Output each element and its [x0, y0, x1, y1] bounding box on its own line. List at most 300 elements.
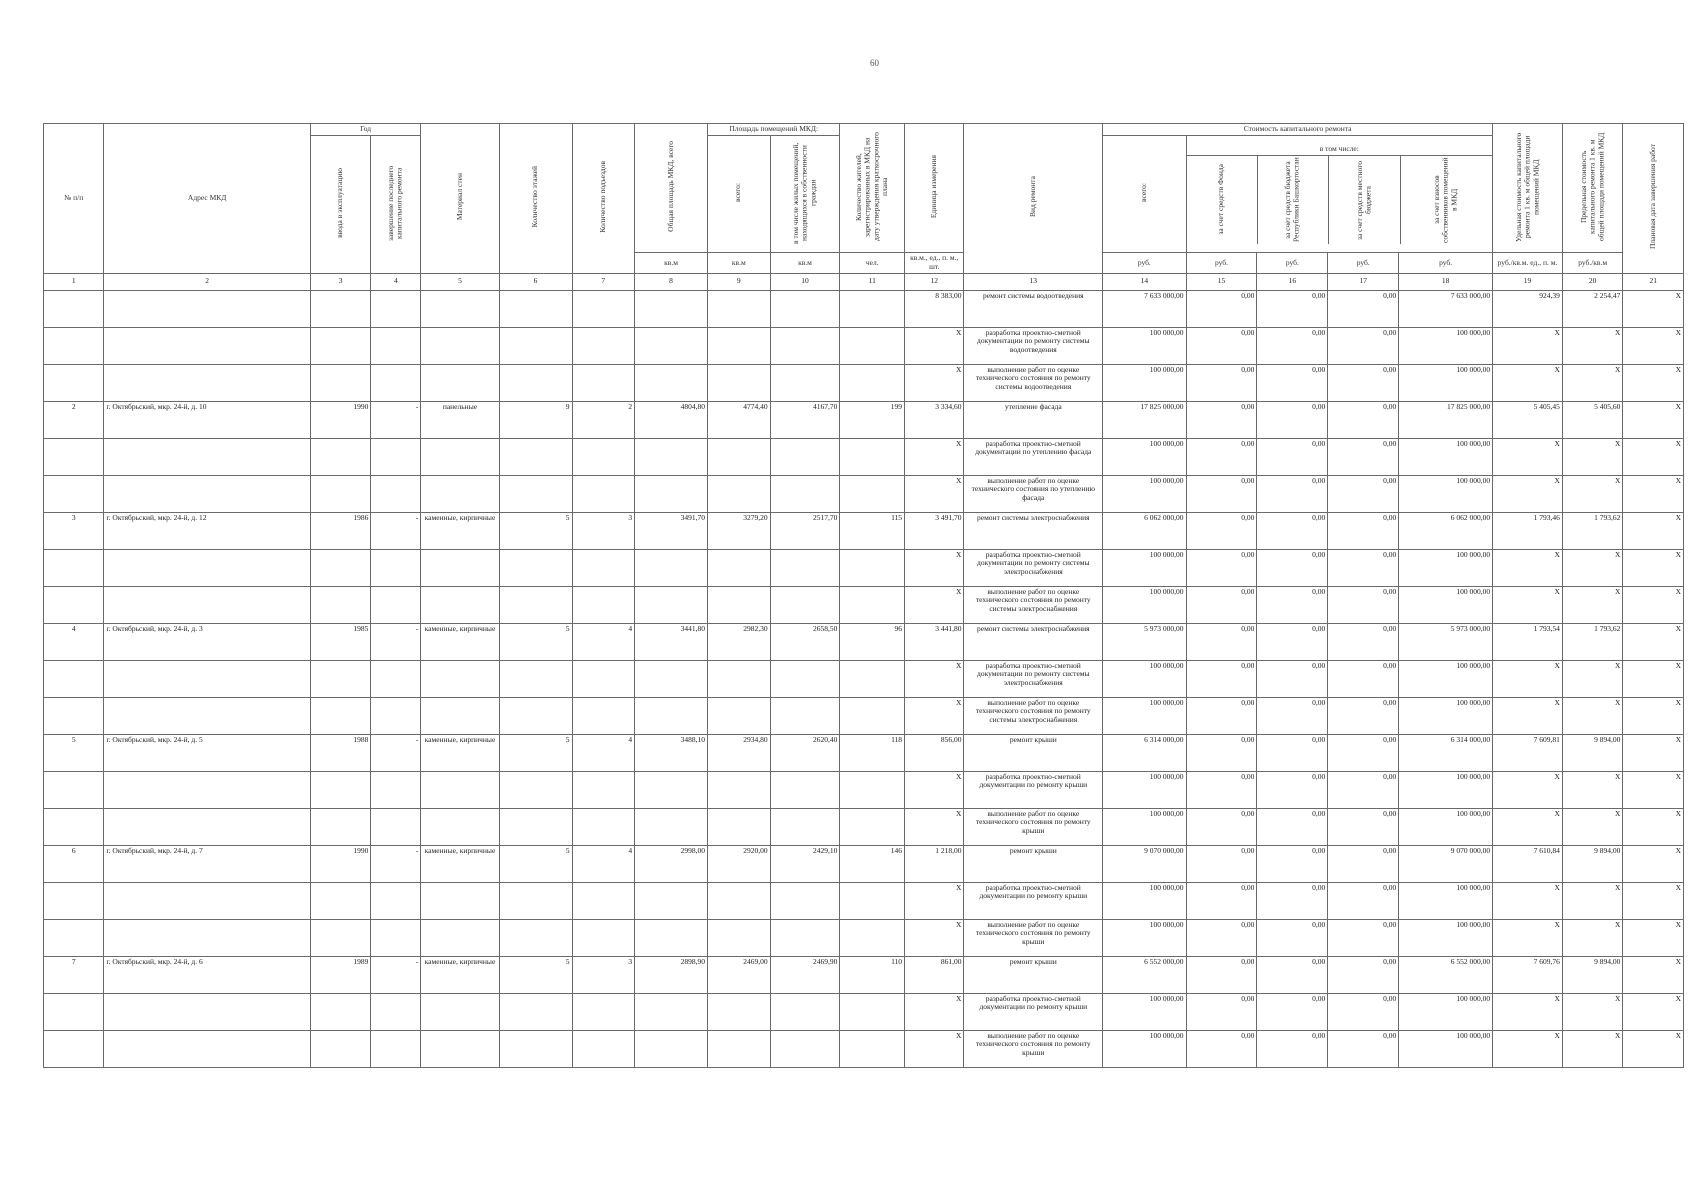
cell-no: [44, 586, 104, 623]
cell-unit-cost: X: [1493, 475, 1563, 512]
cell-residents: [840, 290, 905, 327]
column-number: 11: [840, 273, 905, 290]
cell-last-repair: [371, 327, 421, 364]
cell-premises-residential: 4167,70: [770, 401, 840, 438]
cell-cost-fund: 0,00: [1186, 734, 1257, 771]
cell-cost-fund: 0,00: [1186, 660, 1257, 697]
cell-limit-cost: 5 405,60: [1562, 401, 1622, 438]
table-row: [44, 290, 1684, 327]
cell-premises-residential: [770, 660, 840, 697]
cell-no: [44, 808, 104, 845]
cell-cost-republic: 0,00: [1257, 808, 1328, 845]
cell-cost-republic: 0,00: [1257, 919, 1328, 956]
cell-deadline: X: [1623, 512, 1684, 549]
cell-total-area: [635, 1030, 708, 1067]
cell-address: [104, 993, 310, 1030]
cell-premises-residential: 2469,90: [770, 956, 840, 993]
cell-entrances: 3: [572, 512, 635, 549]
cell-cost-republic: 0,00: [1257, 771, 1328, 808]
cell-premises-total: 2920,00: [708, 845, 771, 882]
header-limit-cost: Предельная стоимость капитального ремонта 1 кв. м общей площади помещений МКД: [1562, 124, 1622, 253]
cell-deadline: X: [1623, 734, 1684, 771]
header-year-commission: ввода в эксплуатацию: [310, 135, 370, 273]
cell-floors: [499, 438, 572, 475]
cell-unit-cost: X: [1493, 438, 1563, 475]
cell-deadline: X: [1623, 845, 1684, 882]
cell-cost-republic: 0,00: [1257, 697, 1328, 734]
cell-residents: 115: [840, 512, 905, 549]
cell-cost-owners: 100 000,00: [1399, 549, 1493, 586]
table-row: [44, 512, 1684, 549]
cell-cost-total: 5 973 000,00: [1103, 623, 1186, 660]
cell-address: г. Октябрьский, мкр. 24-й, д. 12: [104, 512, 310, 549]
cell-entrances: [572, 919, 635, 956]
cell-total-area: [635, 364, 708, 401]
cell-premises-residential: [770, 882, 840, 919]
cell-cost-fund: 0,00: [1186, 993, 1257, 1030]
cell-no: 6: [44, 845, 104, 882]
cell-cost-total: 100 000,00: [1103, 1030, 1186, 1067]
cell-cost-total: 100 000,00: [1103, 771, 1186, 808]
cell-floors: 5: [499, 512, 572, 549]
cell-floors: [499, 1030, 572, 1067]
cell-address: г. Октябрьский, мкр. 24-й, д. 6: [104, 956, 310, 993]
cell-work-type: ремонт крыши: [964, 734, 1103, 771]
cell-premises-total: [708, 771, 771, 808]
cell-limit-cost: X: [1562, 697, 1622, 734]
cell-deadline: X: [1623, 438, 1684, 475]
cell-work-type: выполнение работ по оценке технического состояния по ремонту крыши: [964, 1030, 1103, 1067]
cell-premises-total: [708, 882, 771, 919]
table-row: [44, 993, 1684, 1030]
cell-no: [44, 919, 104, 956]
cell-last-repair: [371, 549, 421, 586]
cell-premises-residential: [770, 364, 840, 401]
cell-cost-fund: 0,00: [1186, 549, 1257, 586]
cell-floors: [499, 993, 572, 1030]
cell-cost-fund: 0,00: [1186, 623, 1257, 660]
cell-work-type: разработка проектно-сметной документации по ремонту крыши: [964, 771, 1103, 808]
cell-cost-total: 100 000,00: [1103, 882, 1186, 919]
cell-work-type: разработка проектно-сметной документации по ремонту системы электроснабжения: [964, 549, 1103, 586]
cell-total-area: 3488,10: [635, 734, 708, 771]
unit-cost-owners: руб.: [1399, 253, 1493, 273]
cell-premises-residential: 2620,40: [770, 734, 840, 771]
cell-last-repair: -: [371, 401, 421, 438]
column-number: 13: [964, 273, 1103, 290]
cell-year: 1990: [310, 845, 370, 882]
header-entrances: Количество подъездов: [572, 124, 635, 274]
cell-limit-cost: X: [1562, 1030, 1622, 1067]
cell-floors: [499, 660, 572, 697]
cell-cost-fund: 0,00: [1186, 882, 1257, 919]
cell-limit-cost: X: [1562, 549, 1622, 586]
cell-cost-fund: 0,00: [1186, 919, 1257, 956]
cell-entrances: 2: [572, 401, 635, 438]
cell-material: [421, 993, 499, 1030]
cell-cost-fund: 0,00: [1186, 808, 1257, 845]
cell-last-repair: [371, 882, 421, 919]
cell-deadline: X: [1623, 1030, 1684, 1067]
cell-address: г. Октябрьский, мкр. 24-й, д. 3: [104, 623, 310, 660]
cell-limit-cost: 1 793,62: [1562, 512, 1622, 549]
cell-floors: [499, 882, 572, 919]
cell-quantity: X: [905, 697, 964, 734]
cell-premises-residential: [770, 586, 840, 623]
cell-cost-owners: 100 000,00: [1399, 771, 1493, 808]
cell-no: 4: [44, 623, 104, 660]
cell-no: [44, 993, 104, 1030]
cell-unit-cost: X: [1493, 771, 1563, 808]
cell-limit-cost: X: [1562, 993, 1622, 1030]
unit-premises-total: кв.м: [708, 253, 771, 273]
cell-floors: [499, 586, 572, 623]
cell-limit-cost: X: [1562, 438, 1622, 475]
cell-entrances: [572, 438, 635, 475]
cell-entrances: [572, 697, 635, 734]
cell-cost-owners: 100 000,00: [1399, 327, 1493, 364]
cell-total-area: [635, 919, 708, 956]
header-year-group: Год: [310, 124, 420, 136]
cell-cost-owners: 7 633 000,00: [1399, 290, 1493, 327]
cell-last-repair: -: [371, 734, 421, 771]
cell-premises-total: 2982,30: [708, 623, 771, 660]
column-number: 20: [1562, 273, 1622, 290]
cell-premises-total: [708, 660, 771, 697]
table-row: [44, 919, 1684, 956]
cell-entrances: [572, 475, 635, 512]
cell-residents: [840, 882, 905, 919]
cell-address: [104, 808, 310, 845]
cell-limit-cost: X: [1562, 475, 1622, 512]
cell-material: каменные, кирпичные: [421, 623, 499, 660]
cell-limit-cost: 1 793,62: [1562, 623, 1622, 660]
cell-cost-owners: 5 973 000,00: [1399, 623, 1493, 660]
header-deadline: Плановая дата завершения работ: [1623, 124, 1684, 274]
cell-total-area: [635, 993, 708, 1030]
unit-cost-local: руб.: [1328, 253, 1399, 273]
cell-floors: [499, 771, 572, 808]
cell-limit-cost: X: [1562, 771, 1622, 808]
cell-work-type: разработка проектно-сметной документации по ремонту крыши: [964, 882, 1103, 919]
cell-cost-local: 0,00: [1328, 882, 1399, 919]
column-number: 5: [421, 273, 499, 290]
cell-unit-cost: X: [1493, 586, 1563, 623]
cell-total-area: [635, 290, 708, 327]
cell-residents: 110: [840, 956, 905, 993]
cell-limit-cost: 9 894,00: [1562, 734, 1622, 771]
unit-unit-cost: руб./кв.м. ед., п. м.: [1493, 253, 1563, 273]
column-number: 4: [371, 273, 421, 290]
cell-no: [44, 660, 104, 697]
header-cost-fund: за счет средств Фонда: [1216, 164, 1226, 236]
cell-cost-total: 100 000,00: [1103, 364, 1186, 401]
table-row: [44, 623, 1684, 660]
cell-cost-local: 0,00: [1328, 438, 1399, 475]
cell-cost-owners: 100 000,00: [1399, 808, 1493, 845]
cell-cost-republic: 0,00: [1257, 475, 1328, 512]
cell-last-repair: [371, 808, 421, 845]
cell-quantity: X: [905, 1030, 964, 1067]
column-number: 12: [905, 273, 964, 290]
unit-cost-republic: руб.: [1257, 253, 1328, 273]
cell-year: [310, 771, 370, 808]
header-premises-group: Площадь помещений МКД:: [708, 124, 840, 136]
cell-limit-cost: 9 894,00: [1562, 845, 1622, 882]
cell-cost-owners: 100 000,00: [1399, 438, 1493, 475]
cell-cost-owners: 6 062 000,00: [1399, 512, 1493, 549]
cell-year: [310, 290, 370, 327]
cell-floors: [499, 364, 572, 401]
cell-unit-cost: 7 609,81: [1493, 734, 1563, 771]
cell-year: [310, 882, 370, 919]
cell-cost-fund: 0,00: [1186, 475, 1257, 512]
cell-address: [104, 364, 310, 401]
cell-year: [310, 919, 370, 956]
cell-last-repair: [371, 1030, 421, 1067]
cell-unit-cost: X: [1493, 364, 1563, 401]
cell-premises-total: [708, 808, 771, 845]
cell-unit-cost: 7 610,84: [1493, 845, 1563, 882]
cell-cost-fund: 0,00: [1186, 697, 1257, 734]
cell-cost-total: 100 000,00: [1103, 919, 1186, 956]
cell-premises-total: [708, 475, 771, 512]
table-row: [44, 734, 1684, 771]
table-row: [44, 401, 1684, 438]
cell-cost-total: 7 633 000,00: [1103, 290, 1186, 327]
cell-cost-total: 100 000,00: [1103, 586, 1186, 623]
cell-cost-republic: 0,00: [1257, 364, 1328, 401]
cell-premises-total: [708, 919, 771, 956]
cell-material: [421, 660, 499, 697]
cell-cost-local: 0,00: [1328, 475, 1399, 512]
cell-deadline: X: [1623, 882, 1684, 919]
cell-unit-cost: X: [1493, 327, 1563, 364]
cell-quantity: X: [905, 327, 964, 364]
cell-cost-owners: 100 000,00: [1399, 919, 1493, 956]
cell-limit-cost: 2 254,47: [1562, 290, 1622, 327]
cell-last-repair: [371, 364, 421, 401]
cell-work-type: ремонт системы водоотведения: [964, 290, 1103, 327]
cell-year: [310, 1030, 370, 1067]
cell-limit-cost: X: [1562, 919, 1622, 956]
cell-quantity: X: [905, 586, 964, 623]
cell-unit-cost: X: [1493, 993, 1563, 1030]
cell-unit-cost: 1 793,46: [1493, 512, 1563, 549]
cell-cost-local: 0,00: [1328, 1030, 1399, 1067]
cell-last-repair: -: [371, 956, 421, 993]
cell-no: [44, 364, 104, 401]
cell-premises-total: [708, 327, 771, 364]
cell-limit-cost: X: [1562, 364, 1622, 401]
cell-premises-total: 3279,20: [708, 512, 771, 549]
table-row: [44, 956, 1684, 993]
cell-quantity: X: [905, 475, 964, 512]
cell-residents: [840, 660, 905, 697]
column-number: 1: [44, 273, 104, 290]
table-row: [44, 327, 1684, 364]
cell-year: [310, 586, 370, 623]
cell-residents: [840, 364, 905, 401]
cell-last-repair: [371, 697, 421, 734]
cell-material: каменные, кирпичные: [421, 512, 499, 549]
cell-address: г. Октябрьский, мкр. 24-й, д. 7: [104, 845, 310, 882]
cell-unit-cost: X: [1493, 882, 1563, 919]
table-body: [44, 290, 1684, 1067]
column-number: 18: [1399, 273, 1493, 290]
cell-floors: [499, 697, 572, 734]
cell-unit-cost: X: [1493, 1030, 1563, 1067]
cell-premises-total: 2469,00: [708, 956, 771, 993]
cell-cost-total: 100 000,00: [1103, 327, 1186, 364]
cell-cost-local: 0,00: [1328, 771, 1399, 808]
cell-cost-fund: 0,00: [1186, 845, 1257, 882]
cell-unit-cost: X: [1493, 808, 1563, 845]
cell-quantity: X: [905, 660, 964, 697]
cell-cost-fund: 0,00: [1186, 586, 1257, 623]
cell-entrances: [572, 771, 635, 808]
cell-cost-local: 0,00: [1328, 697, 1399, 734]
cell-cost-republic: 0,00: [1257, 290, 1328, 327]
cell-material: [421, 327, 499, 364]
cell-cost-republic: 0,00: [1257, 512, 1328, 549]
cell-last-repair: -: [371, 623, 421, 660]
cell-floors: [499, 808, 572, 845]
cell-premises-total: 2934,80: [708, 734, 771, 771]
cell-limit-cost: X: [1562, 327, 1622, 364]
cell-premises-residential: [770, 1030, 840, 1067]
cell-residents: [840, 549, 905, 586]
cell-deadline: X: [1623, 327, 1684, 364]
header-no: № п/п: [44, 124, 104, 274]
cell-entrances: 4: [572, 623, 635, 660]
cell-no: [44, 697, 104, 734]
cell-cost-republic: 0,00: [1257, 956, 1328, 993]
cell-unit-cost: X: [1493, 549, 1563, 586]
cell-entrances: [572, 549, 635, 586]
cell-total-area: [635, 475, 708, 512]
unit-limit-cost: руб./кв.м: [1562, 253, 1622, 273]
cell-address: [104, 660, 310, 697]
cell-floors: 5: [499, 956, 572, 993]
cell-cost-fund: 0,00: [1186, 771, 1257, 808]
cell-material: каменные, кирпичные: [421, 956, 499, 993]
cell-material: [421, 1030, 499, 1067]
table-row: [44, 549, 1684, 586]
cell-total-area: [635, 438, 708, 475]
cell-address: [104, 549, 310, 586]
cell-entrances: [572, 364, 635, 401]
cell-quantity: 3 334,60: [905, 401, 964, 438]
cell-cost-local: 0,00: [1328, 586, 1399, 623]
cell-entrances: [572, 993, 635, 1030]
cell-cost-republic: 0,00: [1257, 845, 1328, 882]
column-number: 14: [1103, 273, 1186, 290]
cell-year: [310, 549, 370, 586]
cell-residents: [840, 697, 905, 734]
cell-quantity: X: [905, 549, 964, 586]
cell-last-repair: [371, 771, 421, 808]
cell-total-area: [635, 882, 708, 919]
cell-total-area: 2898,90: [635, 956, 708, 993]
header-floors: Количество этажей: [499, 124, 572, 274]
cell-total-area: 3441,80: [635, 623, 708, 660]
table-row: [44, 1030, 1684, 1067]
cell-cost-republic: 0,00: [1257, 623, 1328, 660]
cell-cost-total: 100 000,00: [1103, 808, 1186, 845]
cell-cost-owners: 6 552 000,00: [1399, 956, 1493, 993]
cell-premises-total: [708, 290, 771, 327]
cell-cost-local: 0,00: [1328, 290, 1399, 327]
cell-cost-owners: 9 070 000,00: [1399, 845, 1493, 882]
cell-total-area: [635, 771, 708, 808]
cell-cost-fund: 0,00: [1186, 290, 1257, 327]
cell-year: 1986: [310, 512, 370, 549]
column-number: 7: [572, 273, 635, 290]
column-number: 2: [104, 273, 310, 290]
cell-cost-owners: 100 000,00: [1399, 364, 1493, 401]
cell-cost-owners: 100 000,00: [1399, 475, 1493, 512]
cell-no: 3: [44, 512, 104, 549]
cell-no: [44, 290, 104, 327]
cell-cost-local: 0,00: [1328, 808, 1399, 845]
cell-deadline: X: [1623, 919, 1684, 956]
cell-cost-total: 6 314 000,00: [1103, 734, 1186, 771]
cell-unit-cost: 7 609,76: [1493, 956, 1563, 993]
cell-residents: [840, 808, 905, 845]
cell-year: 1988: [310, 734, 370, 771]
cell-floors: [499, 919, 572, 956]
cell-unit-cost: X: [1493, 660, 1563, 697]
table-row: [44, 475, 1684, 512]
cell-quantity: X: [905, 882, 964, 919]
cell-last-repair: [371, 586, 421, 623]
cell-premises-residential: [770, 549, 840, 586]
cell-cost-total: 17 825 000,00: [1103, 401, 1186, 438]
cell-limit-cost: X: [1562, 586, 1622, 623]
cell-material: панельные: [421, 401, 499, 438]
cell-cost-fund: 0,00: [1186, 364, 1257, 401]
cell-cost-republic: 0,00: [1257, 660, 1328, 697]
cell-entrances: [572, 808, 635, 845]
cell-year: [310, 808, 370, 845]
cell-work-type: выполнение работ по оценке технического состояния по утеплению фасада: [964, 475, 1103, 512]
cell-total-area: 2998,00: [635, 845, 708, 882]
cell-cost-total: 100 000,00: [1103, 660, 1186, 697]
column-number: 17: [1328, 273, 1399, 290]
cell-no: 5: [44, 734, 104, 771]
cell-work-type: ремонт системы электроснабжения: [964, 623, 1103, 660]
cell-quantity: 8 383,00: [905, 290, 964, 327]
cell-cost-fund: 0,00: [1186, 956, 1257, 993]
cell-year: [310, 438, 370, 475]
cell-last-repair: [371, 919, 421, 956]
cell-cost-owners: 100 000,00: [1399, 882, 1493, 919]
table-row: [44, 697, 1684, 734]
cell-address: [104, 1030, 310, 1067]
header-cost-including: в том числе: за счет средств Фонда за счет средств бюджета Республики Башкортостан за счет средств местного бюджета за счет взносов собственников помещений в МКД: [1186, 135, 1493, 253]
cell-entrances: [572, 586, 635, 623]
cell-no: [44, 1030, 104, 1067]
cell-work-type: выполнение работ по оценке технического состояния по ремонту системы водоотведения: [964, 364, 1103, 401]
cell-last-repair: [371, 660, 421, 697]
cell-total-area: [635, 808, 708, 845]
cell-cost-local: 0,00: [1328, 549, 1399, 586]
cell-cost-republic: 0,00: [1257, 327, 1328, 364]
cell-year: [310, 993, 370, 1030]
cell-quantity: X: [905, 438, 964, 475]
cell-work-type: утепление фасада: [964, 401, 1103, 438]
